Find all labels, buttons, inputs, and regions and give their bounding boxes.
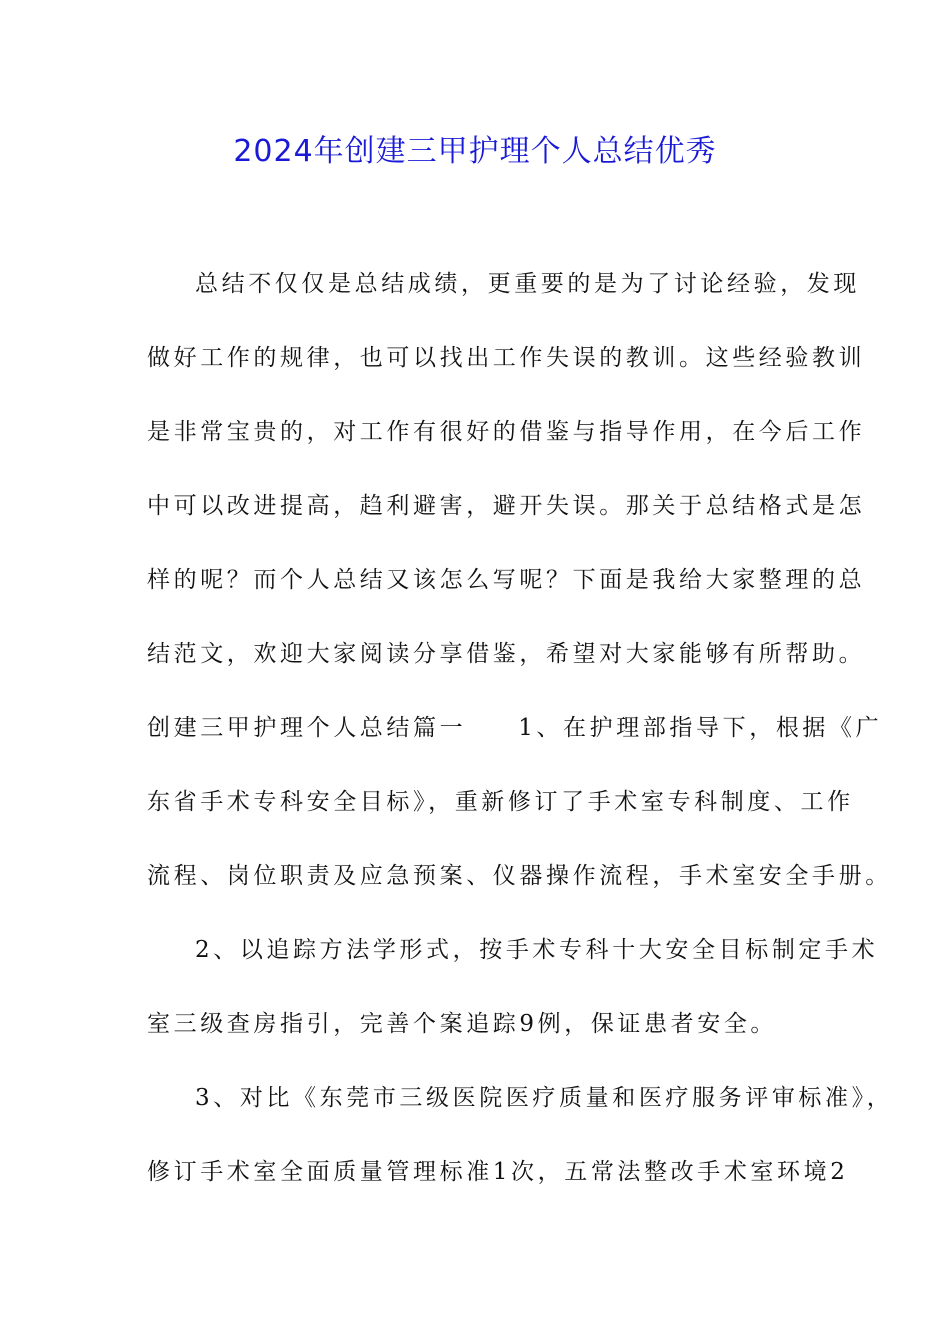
paragraph-line: 3、对比《东莞市三级医院医疗质量和医疗服务评审标准》， — [195, 1085, 894, 1111]
section-heading-line — [147, 708, 883, 782]
paragraph-line: 结范文，欢迎大家阅读分享借鉴，希望对大家能够有所帮助。 — [147, 641, 866, 667]
paragraph-line: 样的呢？而个人总结又该怎么写呢？下面是我给大家整理的总 — [147, 567, 866, 593]
paragraph-line: 总结不仅仅是总结成绩，更重要的是为了讨论经验，发现 — [195, 271, 860, 297]
paragraph-line: 流程、岗位职责及应急预案、仪器操作流程，手术室安全手册。 — [147, 863, 892, 889]
paragraph-line: 是非常宝贵的，对工作有很好的借鉴与指导作用，在今后工作 — [147, 419, 866, 445]
paragraph-line: 中可以改进提高，趋利避害，避开失误。那关于总结格式是怎 — [147, 493, 866, 519]
paragraph-line: 2、以追踪方法学形式，按手术专科十大安全目标制定手术 — [195, 937, 879, 963]
document-body — [147, 264, 894, 1226]
document-title: 2024年创建三甲护理个人总结优秀 — [233, 134, 717, 169]
paragraph-line: 修订手术室全面质量管理标准1次，五常法整改手术室环境2 — [147, 1159, 849, 1185]
section-heading: 创建三甲护理个人总结篇一 — [147, 715, 467, 741]
paragraph-line: 东省手术专科安全目标》，重新修订了手术室专科制度、工作 — [147, 789, 854, 815]
section-first-item: 1、在护理部指导下，根据《广 — [518, 715, 883, 741]
paragraph-line: 做好工作的规律，也可以找出工作失误的教训。这些经验教训 — [147, 345, 866, 371]
paragraph-line: 室三级查房指引，完善个案追踪9例，保证患者安全。 — [147, 1011, 778, 1037]
